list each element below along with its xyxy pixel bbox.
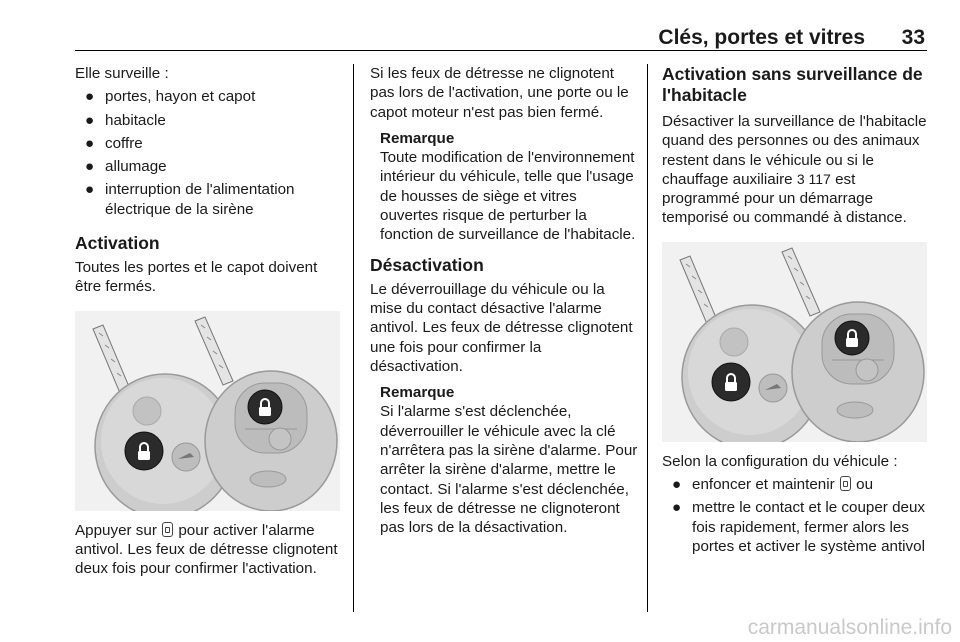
- key-fob-illustration: [75, 311, 340, 511]
- key-fob-illustration-2: [662, 242, 927, 442]
- section-heading-activation: Activation: [75, 233, 160, 254]
- bullet-icon: ●: [85, 181, 95, 199]
- desactivation-paragraph: Le déverrouillage du véhicule ou la mise du contact désactive l'alarme antivol. Les feux de détresse clignotent une fois pour confirmer la désactivation.: [370, 280, 633, 375]
- note-text: Si l'alarme s'est déclenchée, déverrouiller le véhicule avec la clé n'arrêtera pas la sirène d'alarme. Pour arrêter la sirène d'alarme, mettre le contact. Si l'alarme s'est déclenchée, les feux de détresse ne clignoteront pas lors de la désactivation.: [380, 403, 638, 537]
- list-item: ● habitacle: [85, 111, 166, 129]
- note-text: Toute modification de l'environnement intérieur du véhicule, telle que l'usage de housses de siège et vitres ouvertes risque de perturber la fonction de surveillance de l'habitacle.: [380, 149, 636, 244]
- hazard-paragraph: Si les feux de détresse ne clignotent pas lors de l'activation, une porte ou le capot moteur n'est pas bien fermé.: [370, 65, 629, 121]
- activation-paragraph: Toutes les portes et le capot doivent être fermés.: [75, 259, 318, 296]
- lock-icon: [162, 522, 173, 537]
- bullet-icon: ●: [672, 499, 682, 517]
- column-3: [662, 64, 930, 560]
- list-item: ● coffre: [85, 134, 143, 152]
- column-divider-1: [353, 64, 354, 612]
- chapter-title: Clés, portes et vitres: [658, 26, 865, 49]
- bullet-icon: ●: [85, 158, 95, 176]
- lock-icon: [840, 476, 851, 491]
- note-title: Remarque: [380, 384, 455, 402]
- list-item: ● enfoncer et maintenir ou: [672, 476, 874, 494]
- column-1: [75, 64, 345, 579]
- note-box-2: [380, 383, 638, 537]
- bullet-icon: ●: [85, 111, 95, 129]
- watermark: carmanualsonline.info: [747, 616, 952, 639]
- list-item: ● allumage: [85, 158, 167, 176]
- column-2: [370, 64, 638, 538]
- unlock-button-left: [720, 328, 748, 356]
- section-heading-desactivation: Désactivation: [370, 254, 484, 275]
- bullet-icon: ●: [85, 88, 95, 106]
- activation-sans-paragraph: Désactiver la surveillance de l'habitacle quand des personnes ou des animaux restent dans le véhicule ou si le chauffage auxiliaire 3 117 est programmé pour un démarrage temporisé ou commandé à distance.: [662, 113, 927, 227]
- unlock-button-left: [133, 397, 161, 425]
- monitor-list: [75, 87, 345, 219]
- section-heading-activation-sans-surveillance: Activation sans surveillance de l'habitacle: [662, 64, 923, 105]
- page-number: 33: [901, 26, 925, 49]
- list-item: ● interruption de l'alimentation électrique de la sirène: [85, 181, 295, 218]
- page-reference: 3 117: [796, 170, 831, 187]
- column-divider-2: [647, 64, 648, 612]
- bullet-icon: ●: [672, 476, 682, 494]
- unlock-button-right: [856, 359, 878, 381]
- note-box-1: [380, 129, 638, 245]
- intro-text: Elle surveille :: [75, 65, 169, 82]
- note-title: Remarque: [380, 129, 455, 147]
- config-intro: Selon la configuration du véhicule :: [662, 452, 898, 470]
- activation-instructions: Appuyer sur pour activer l'alarme antivol. Les feux de détresse clignotent deux fois pour confirmer l'activation.: [75, 521, 338, 578]
- list-item: ● portes, hayon et capot: [85, 88, 256, 106]
- config-list: [662, 475, 930, 556]
- unlock-button-right: [269, 428, 291, 450]
- bullet-icon: ●: [85, 134, 95, 152]
- page-header: [75, 20, 927, 51]
- key-fob-right: [205, 371, 337, 511]
- list-item: ● mettre le contact et le couper deux fois rapidement, fermer alors les portes et activer le système antivol: [672, 499, 926, 555]
- key-fob-right: [792, 302, 924, 442]
